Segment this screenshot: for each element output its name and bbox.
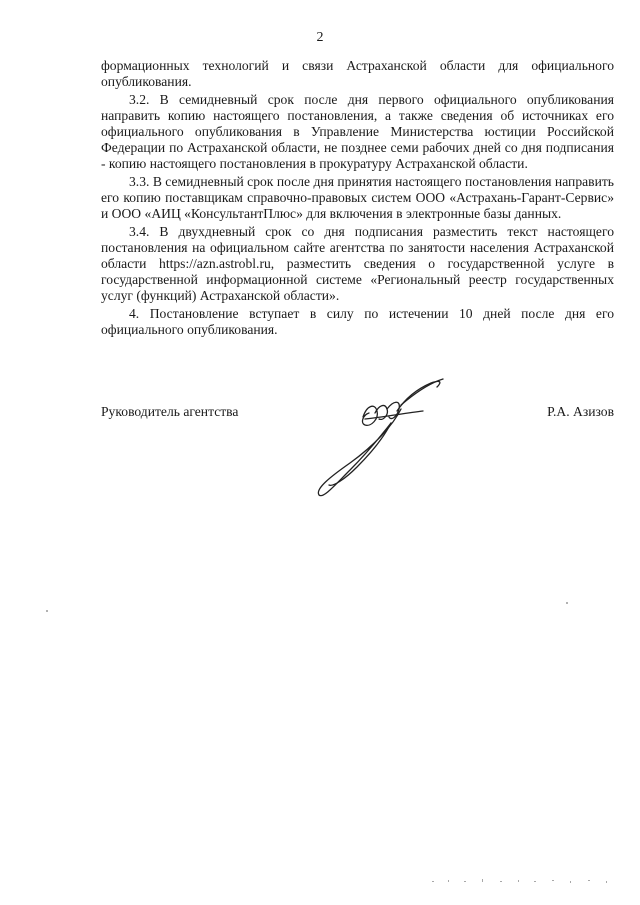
handwritten-signature — [305, 375, 465, 500]
paragraph-3-2: 3.2. В семидневный срок после дня первого официального опубликования направить копию настоящего постановления, а также сведения об источниках его официального опубликования в Управление Министерства юстиции Российской Федерации по Астраханской области, не позднее семи рабочих дней со дня подписания - копию настоящего постановления в прокуратуру Астраханской области. — [101, 92, 614, 171]
signer-name: Р.А. Азизов — [547, 404, 614, 419]
document-body — [101, 58, 614, 340]
paragraph-4: 4. Постановление вступает в силу по истечении 10 дней после дня его официального опубликования. — [101, 306, 614, 337]
paragraph-3-4: 3.4. В двухдневный срок со дня подписания разместить текст настоящего постановления на официальном сайте агентства по занятости населения Астраханской области https://azn.astrobl.ru, разместить сведения о государственной услуге в государственной информационной системе «Региональный реестр государственных услуг (функций) Астраханской области». — [101, 224, 614, 303]
paragraph-continuation: формационных технологий и связи Астраханской области для официального опубликования. — [101, 58, 614, 89]
scan-artifact — [430, 878, 615, 884]
paragraph-3-3: 3.3. В семидневный срок после дня принятия настоящего постановления направить его копию поставщикам справочно-правовых систем ООО «Астрахань-Гарант-Сервис» и ООО «АИЦ «КонсультантПлюс» для включения в электронные базы данных. — [101, 174, 614, 221]
signer-title: Руководитель агентства — [101, 404, 239, 419]
scan-artifact — [566, 602, 568, 604]
scan-artifact — [46, 610, 48, 612]
page-number: 2 — [316, 30, 324, 45]
